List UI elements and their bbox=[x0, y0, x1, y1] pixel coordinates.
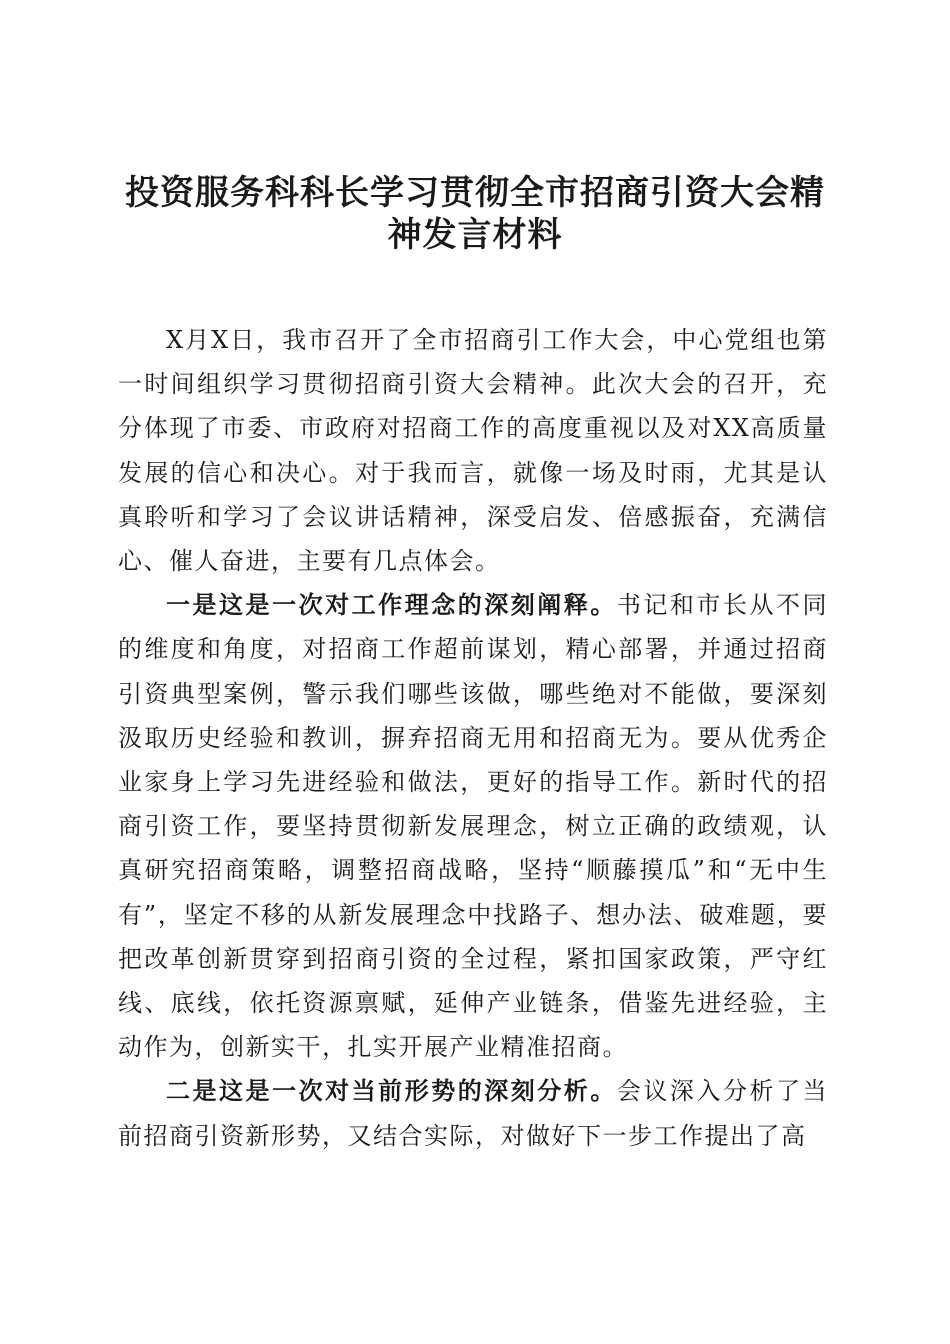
document-title: 投资服务科科长学习贯彻全市招商引资大会精神发言材料 bbox=[125, 173, 825, 255]
paragraph-lead: 一是这是一次对工作理念的深刻阐释。 bbox=[166, 590, 617, 620]
paragraph-point-one bbox=[118, 583, 828, 1069]
paragraph-point-two bbox=[118, 1069, 828, 1157]
document-body bbox=[118, 318, 828, 1158]
paragraph-text: 书记和市长从不同的维度和角度，对招商工作超前谋划，精心部署，并通过招商引资典型案例，警示我们哪些该做，哪些绝对不能做，要深刻汲取历史经验和教训，摒弃招商无用和招商无为。要从优秀企业家身上学习先进经验和做法，更好的指导工作。新时代的招商引资工作，要坚持贯彻新发展理念，树立正确的政绩观，认真研究招商策略，调整招商战略，坚持“顺藤摸瓜”和“无中生有”，坚定不移的从新发展理念中找路子、想办法、破难题，要把改革创新贯穿到招商引资的全过程，紧扣国家政策，严守红线、底线，依托资源禀赋，延伸产业链条，借鉴先进经验，主动作为，创新实干，扎实开展产业精准招商。 bbox=[118, 591, 829, 1062]
paragraph-lead: 二是这是一次对当前形势的深刻分析。 bbox=[166, 1076, 617, 1106]
paragraph-intro bbox=[118, 318, 828, 583]
paragraph-text: 会议深入分析了当前招商引资新形势，又结合实际，对做好下一步工作提出了高 bbox=[118, 1077, 829, 1150]
paragraph-text: X月X日，我市召开了全市招商引工作大会，中心党组也第一时间组织学习贯彻招商引资大会精神。此次大会的召开，充分体现了市委、市政府对招商工作的高度重视以及对XX高质量发展的信心和决心。对于我而言，就像一场及时雨，尤其是认真聆听和学习了会议讲话精神，深受启发、倍感振奋，充满信心、催人奋进，主要有几点体会。 bbox=[118, 326, 828, 576]
